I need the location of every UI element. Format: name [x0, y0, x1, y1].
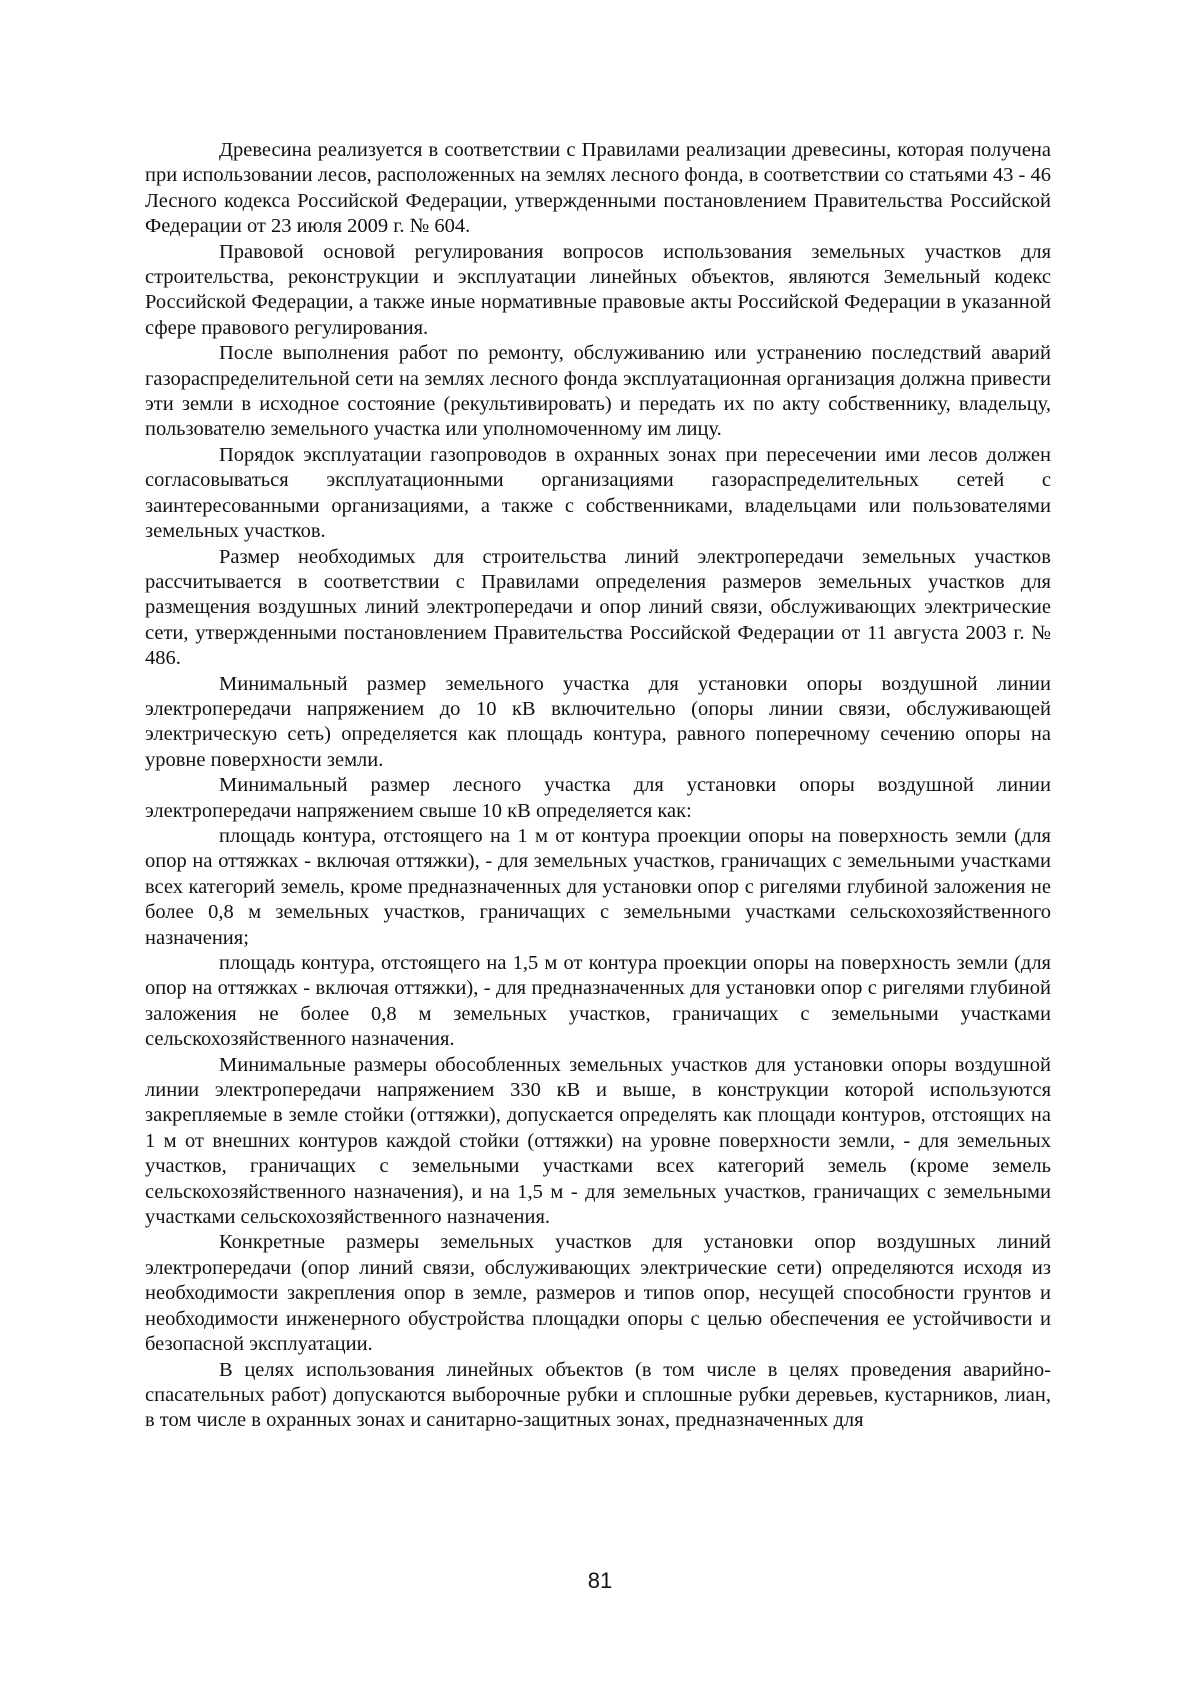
paragraph: Минимальный размер земельного участка для установки опоры воздушной линии электропередачи напряжением до 10 кВ включительно (опоры линии связи, обслуживающей электрическую сеть) определяется как площадь контура, равного поперечному сечению опоры на уровне поверхности земли. — [145, 672, 1051, 771]
document-body — [145, 138, 1051, 1434]
list-item-paragraph: площадь контура, отстоящего на 1,5 м от контура проекции опоры на поверхность земли (для опор на оттяжках - включая оттяжки), - для предназначенных для установки опор с ригелями глубиной заложения не более 0,8 м земельных участков, граничащих с земельными участками сельскохозяйственного назначения. — [145, 952, 1051, 1051]
paragraph: После выполнения работ по ремонту, обслуживанию или устранению последствий аварий газораспределительной сети на землях лесного фонда эксплуатационная организация должна привести эти земли в исходное состояние (рекультивировать) и передать их по акту собственнику, владельцу, пользователю земельного участка или уполномоченному им лицу. — [145, 342, 1051, 441]
list-item-paragraph: площадь контура, отстоящего на 1 м от контура проекции опоры на поверхность земли (для опор на оттяжках - включая оттяжки), - для земельных участков, граничащих с земельными участками всех категорий земель, кроме предназначенных для установки опор с ригелями глубиной заложения не более 0,8 м земельных участков, граничащих с земельными участками сельскохозяйственного назначения; — [145, 824, 1051, 949]
paragraph: Древесина реализуется в соответствии с Правилами реализации древесины, которая получена при использовании лесов, расположенных на землях лесного фонда, в соответствии со статьями 43 - 46 Лесного кодекса Российской Федерации, утвержденными постановлением Правительства Российской Федерации от 23 июля 2009 г. № 604. — [145, 139, 1051, 238]
page-number: 81 — [587, 1568, 613, 1593]
paragraph: Правовой основой регулирования вопросов использования земельных участков для строительства, реконструкции и эксплуатации линейных объектов, являются Земельный кодекс Российской Федерации, а также иные нормативные правовые акты Российской Федерации в указанной сфере правового регулирования. — [145, 240, 1051, 339]
paragraph: Конкретные размеры земельных участков для установки опор воздушных линий электропередачи (опор линий связи, обслуживающих электрические сети) определяются исходя из необходимости закрепления опор в земле, размеров и типов опор, несущей способности грунтов и необходимости инженерного обустройства площадки опоры с целью обеспечения ее устойчивости и безопасной эксплуатации. — [145, 1231, 1051, 1356]
paragraph: Размер необходимых для строительства линий электропередачи земельных участков рассчитывается в соответствии с Правилами определения размеров земельных участков для размещения воздушных линий электропередачи и опор линий связи, обслуживающих электрические сети, утвержденными постановлением Правительства Российской Федерации от 11 августа 2003 г. № 486. — [145, 545, 1051, 670]
paragraph: Минимальный размер лесного участка для установки опоры воздушной линии электропередачи напряжением свыше 10 кВ определяется как: — [145, 774, 1051, 822]
paragraph-continued: В целях использования линейных объектов (в том числе в целях проведения аварийно-спасательных работ) допускаются выборочные рубки и сплошные рубки деревьев, кустарников, лиан, в том числе в охранных зонах и санитарно-защитных зонах, предназначенных для — [145, 1358, 1051, 1432]
paragraph: Минимальные размеры обособленных земельных участков для установки опоры воздушной линии электропередачи напряжением 330 кВ и выше, в конструкции которой используются закрепляемые в земле стойки (оттяжки), допускается определять как площади контуров, отстоящих на 1 м от внешних контуров каждой стойки (оттяжки) на уровне поверхности земли, - для земельных участков, граничащих с земельными участками всех категорий земель (кроме земель сельскохозяйственного назначения), и на 1,5 м - для земельных участков, граничащих с земельными участками сельскохозяйственного назначения. — [145, 1053, 1051, 1229]
paragraph: Порядок эксплуатации газопроводов в охранных зонах при пересечении ими лесов должен согласовываться эксплуатационными организациями газораспределительных сетей с заинтересованными организациями, а также с собственниками, владельцами или пользователями земельных участков. — [145, 443, 1051, 543]
